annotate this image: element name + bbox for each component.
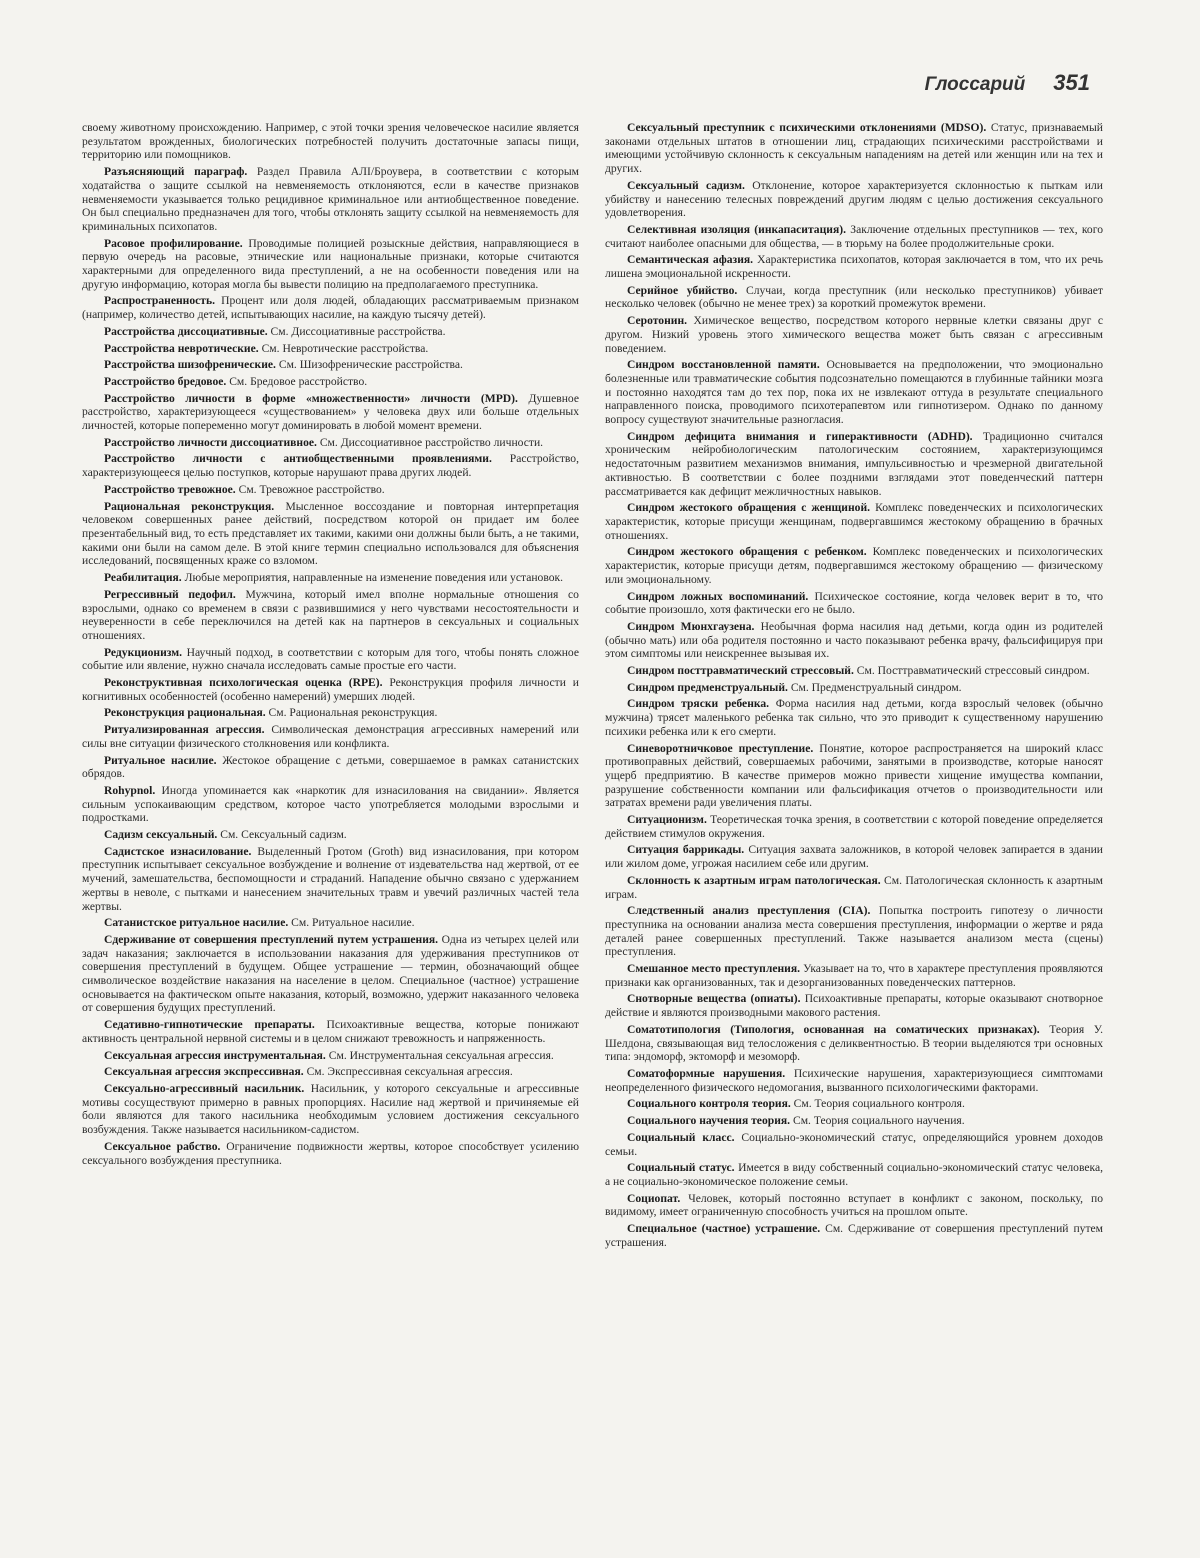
glossary-definition: См. Экспрессивная сексуальная агрессия. [306,1065,513,1079]
glossary-entry [605,121,1103,176]
glossary-term: Сатанистское ритуальное насилие. [104,916,289,930]
glossary-definition: Любые мероприятия, направленные на изменение поведения или установок. [184,571,564,585]
glossary-term: Серийное убийство. [627,283,738,297]
glossary-term: Разъясняющий параграф. [104,165,248,179]
glossary-term: Расстройства диссоциативные. [104,324,268,338]
glossary-term: Ритуализированная агрессия. [104,723,265,737]
glossary-definition: Традиционно считался хроническим нейробиологическим патологическим состоянием, характеризующимся недостаточным развитием механизмов внимания, импульсивностью и чрезмерной двигательной активностью. В соответствии с более поздними взглядами этот поведенческий паттерн рассматривается как дефицит межличностных навыков. [605,429,1103,498]
glossary-definition: См. Невротические расстройства. [261,341,429,355]
glossary-entry [605,843,1103,870]
glossary-entry [605,430,1103,499]
glossary-term: Синдром предменструальный. [627,680,788,694]
glossary-term: Расстройство бредовое. [104,374,227,388]
glossary-term: Реконструкция рациональная. [104,706,266,720]
glossary-definition: Форма насилия над детьми, когда взрослый человек (обычно мужчина) трясет маленького ребенка так сильно, что это приводит к существенному нарушению психики ребенка или к его смерти. [605,697,1103,738]
glossary-definition: Расстройство, характеризующееся целью поступков, которые нарушают права других людей. [82,452,579,480]
glossary-definition: Проводимые полицией розыскные действия, направляющиеся в первую очередь на расовые, этнические или национальные признаки, которые считаются характерными для определенного вида преступлений, а не на особенности поведения или на другую информацию, которая могла бы вывести полицию на предполагаемого преступника. [82,236,579,291]
glossary-entry [82,1140,579,1167]
glossary-definition: Основывается на предположении, что эмоционально болезненные или травматические события подсознательно помещаются в глубинные тайники мозга и постоянно находятся там до тех пор, пока их не извлекают оттуда в результате специального направленного поиска, проводимого психотерапевтом или гипнотизером. Однако по данному вопросу существуют значительные разногласия. [605,358,1103,427]
glossary-definition: Ситуация захвата заложников, в которой человек запирается в здании или жилом доме, угрожая насилием себе или другим. [605,843,1103,871]
glossary-definition: Мужчина, который имел вполне нормальные отношения со взрослыми, однако со временем в связи с развившимися у него чувствами несостоятельности и неуверенности в себе переключился на детей как на партнеров в сексуальных и социальных отношениях. [82,587,579,642]
glossary-definition: Характеристика психопатов, которая заключается в том, что их речь лишена эмоциональной искренности. [605,253,1103,281]
glossary-entry [605,681,1103,695]
glossary-term: Седативно-гипнотические препараты. [104,1018,315,1032]
glossary-entry [82,392,579,433]
glossary-definition: Жестокое обращение с детьми, совершаемое в рамках сатанистских обрядов. [82,753,579,781]
glossary-entry [82,588,579,643]
glossary-term: Синдром тряски ребенка. [627,697,770,711]
glossary-term: Синдром ложных воспоминаний. [627,589,809,603]
running-head-title: Глоссарий [924,74,1026,95]
glossary-term: Следственный анализ преступления (CIA). [627,904,871,918]
glossary-entry [82,706,579,720]
glossary-definition: Теория У. Шелдона, связывающая вид телосложения с деликвентностью. В теории выделяются три основных типа: эндоморф, эктоморф и мезоморф. [605,1022,1103,1064]
glossary-term: Расстройство тревожное. [104,482,236,496]
glossary-definition: См. Ритуальное насилие. [291,916,415,930]
glossary-term: Расстройства шизофренические. [104,358,276,372]
glossary-term: Садистское изнасилование. [104,844,252,858]
glossary-definition: своему животному происхождению. Например, с этой точки зрения человеческое насилие является результатом врожденных, биологических потребностей получить достаточные запасы пищи, территорию или помощников. [82,121,579,162]
glossary-definition: Попытка построить гипотезу о личности преступника на основании анализа места совершения преступления, информации о жертве и ряда деталей ранее совершенных преступлений. Также называется анализом места (сцены) преступления. [605,904,1103,959]
glossary-definition: См. Тревожное расстройство. [238,482,385,496]
glossary-entry [82,916,579,930]
glossary-definition: Комплекс поведенческих и психологических характеристик, которые присущи женщинам, подвергавшимся жестокому обращению в брачных отношениях. [605,501,1103,542]
glossary-entry [605,962,1103,989]
glossary-entry [605,874,1103,901]
glossary-entry [605,1192,1103,1219]
glossary-entry [605,904,1103,959]
glossary-entry [605,992,1103,1019]
glossary-entry [82,436,579,450]
glossary-term: Серотонин. [627,314,688,328]
glossary-entry [605,1131,1103,1158]
glossary-column-right [605,121,1103,1518]
glossary-entry [82,646,579,673]
glossary-definition: Необычная форма насилия над детьми, когда один из родителей (обычно мать) или оба родителя постоянно и часто показывают ребенка врачу, фальсифицируя при этом симптомы или неискреннее вызывая их. [605,619,1103,661]
glossary-entry [605,1161,1103,1188]
glossary-entry [82,237,579,292]
glossary-definition: Заключение отдельных преступников — тех, кого считают наиболее опасными для общества, — в тюрьму на более продолжительные сроки. [605,222,1103,250]
glossary-definition: См. Посттравматический стрессовый синдром. [856,664,1090,678]
glossary-column-left [82,121,579,1518]
glossary-definition: Выделенный Гротом (Groth) вид изнасилования, при котором преступник испытывает сексуальное возбуждение и волнение от издевательства над жертвой, от ее мучений, замешательства, беспомощности и страданий. Нападение обычно связано с удержанием жертвы в неволе, с пытками и нанесением значительных травм и увечий различных частей тела жертвы. [82,844,579,913]
glossary-definition: См. Теория социального научения. [792,1114,965,1128]
glossary-definition: См. Инструментальная сексуальная агрессия. [328,1048,554,1062]
glossary-entry [605,1067,1103,1094]
glossary-entry [82,325,579,339]
glossary-term: Сексуальный садизм. [627,178,745,192]
glossary-entry [605,545,1103,586]
glossary-entry [82,723,579,750]
glossary-term: Склонность к азартным играм патологическая. [627,873,881,887]
glossary-term: Синдром дефицита внимания и гиперактивности (ADHD). [627,429,973,443]
glossary-entry [82,754,579,781]
glossary-definition: Символическая демонстрация агрессивных намерений или силы вне ситуации физического столкновения или конфликта. [82,723,579,750]
glossary-term: Садизм сексуальный. [104,828,218,842]
glossary-definition: Человек, который постоянно вступает в конфликт с законом, поскольку, по видимому, имеет ограниченную способность учиться на прошлом опыте. [605,1191,1103,1219]
page-header [925,70,1090,96]
glossary-term: Расстройство личности в форме «множественности» личности (MPD). [104,391,518,405]
glossary-term: Регрессивный педофил. [104,587,236,601]
glossary-definition: Химическое вещество, посредством которого нервные клетки связаны друг с другом. Низкий уровень этого химического вещества может быть связан с агрессивным поведением. [605,314,1103,355]
glossary-definition: Указывает на то, что в характере преступления проявляются признаки как организованных, так и дезорганизованных поведенческих паттернов. [605,962,1103,989]
glossary-term: Редукционизм. [104,645,183,659]
glossary-definition: Теоретическая точка зрения, в соответствии с которой поведение определяется действием стимулов окружения. [605,813,1103,840]
glossary-term: Сексуальная агрессия инструментальная. [104,1048,326,1062]
glossary-entry [605,697,1103,738]
glossary-entry [605,179,1103,220]
glossary-entry [605,664,1103,678]
glossary-term: Реабилитация. [104,571,182,585]
glossary-entry [82,1082,579,1137]
glossary-entry [82,121,579,162]
glossary-term: Rohypnol. [104,783,156,797]
glossary-entry [82,933,579,1015]
glossary-definition: Процент или доля людей, обладающих рассматриваемым признаком (например, количество детей, испытывающих насилие, на каждую тысячу детей). [82,294,579,322]
glossary-definition: Отклонение, которое характеризуется склонностью к пыткам или убийству и нанесению телесных повреждений другим людям с целью достижения сексуального удовлетворения. [605,178,1103,220]
glossary-term: Сексуальное рабство. [104,1139,221,1153]
glossary-entry [605,1222,1103,1249]
glossary-definition: Одна из четырех целей или задач наказания; заключается в использовании наказания для удерживания преступников от совершения преступлений в будущем. Общее устрашение — термин, обозначающий общее символическое воздействие наказания на население в целом. Специальное (частное) устрашение основывается на фактическом опыте наказания, который, возможно, удержит наказанного человека от совершения будущих преступлений. [82,932,579,1015]
glossary-entry [82,845,579,914]
glossary-term: Сдерживание от совершения преступлений путем устрашения. [104,932,439,946]
glossary-term: Соматотипология (Типология, основанная на соматических признаках). [627,1022,1040,1036]
glossary-definition: Случаи, когда преступник (или несколько преступников) убивает несколько человек (обычно не менее трех) за короткий промежуток времени. [605,283,1103,311]
glossary-term: Селективная изоляция (инкапаситация). [627,222,846,236]
glossary-entry [82,676,579,703]
glossary-term: Сексуально-агрессивный насильник. [104,1082,305,1095]
glossary-term: Семантическая афазия. [627,253,754,267]
glossary-term: Социальный статус. [627,1161,735,1175]
glossary-definition: Имеется в виду собственный социально-экономический статус человека, а не социально-экономическое положение семьи. [605,1161,1103,1188]
glossary-term: Синеворотничковое преступление. [627,741,814,755]
glossary-entry [605,813,1103,840]
glossary-definition: Понятие, которое распространяется на широкий класс противоправных действий, совершаемых рабочими, занятыми в производстве, которые наносят ущерб предприятию. В качестве примеров можно привести хищение имущества компании, разрушение собственности компании или фальсификация отчетов о производительности или затратах времени ради увеличения платы. [605,741,1103,810]
glossary-entry [82,1065,579,1079]
glossary-entry [605,590,1103,617]
glossary-term: Синдром посттравматический стрессовый. [627,664,854,678]
page-number: 351 [1053,70,1090,95]
glossary-term: Смешанное место преступления. [627,962,801,976]
glossary-entry [82,342,579,356]
glossary-entry [82,165,579,234]
glossary-term: Соматоформные нарушения. [627,1067,786,1080]
glossary-term: Социального контроля теория. [627,1097,791,1111]
glossary-definition: Социально-экономический статус, определяющийся уровнем доходов семьи. [605,1130,1103,1158]
glossary-entry [605,501,1103,542]
glossary-term: Синдром жестокого обращения с ребенком. [627,545,867,559]
glossary-definition: См. Диссоциативное расстройство личности. [319,435,544,449]
glossary-entry [82,828,579,842]
glossary-term: Расстройства невротические. [104,341,259,355]
glossary-definition: Психоактивные вещества, которые понижают активность центральной нервной системы и в целом снижают тревожность и напряженность. [82,1018,579,1045]
glossary-entry [82,452,579,479]
glossary-entry [82,1049,579,1063]
glossary-entry [82,1018,579,1045]
glossary-term: Специальное (частное) устрашение. [627,1222,821,1236]
glossary-entry [82,294,579,321]
glossary-term: Реконструктивная психологическая оценка (RPE). [104,676,383,690]
glossary-term: Синдром восстановленной памяти. [627,358,820,372]
glossary-definition: Раздел Правила АЛІ/Броувера, в соответствии с которым ходатайства о защите ссылкой на невменяемость отклоняются, если в качестве признаков невменяемости указывается только рецидивное криминальное или антиобщественное поведение. Он был специально предназначен для того, чтобы отклонять защиту ссылкой на невменяемость для криминальных психопатов. [82,165,579,233]
glossary-definition: Душевное расстройство, характеризующееся «существованием» у человека двух или больше отдельных личностей, которые попеременно могут доминировать в любой момент времени. [82,391,579,433]
glossary-definition: См. Сексуальный садизм. [220,828,347,842]
glossary-term: Ситуационизм. [627,813,707,827]
glossary-term: Социального научения теория. [627,1114,791,1128]
glossary-definition: См. Предменструальный синдром. [790,680,962,694]
glossary-definition: Иногда упоминается как «наркотик для изнасилования на свидании». Является сильным успокаивающим средством, которое часто употребляется молодыми взрослыми и подростками. [82,783,579,825]
glossary-definition: Комплекс поведенческих и психологических характеристик, которые присущи детям, подвергавшимся жестокому обращению — физическому или эмоциональному. [605,545,1103,586]
glossary-definition: Насильник, у которого сексуальные и агрессивные мотивы сосуществуют примерно в равных пропорциях. Насилие над жертвой и причиняемые ей боли являются для такого насильника необходимым условием достижения сексуального возбуждения. Также называется насильником-садистом. [82,1082,579,1137]
glossary-entry [605,620,1103,661]
glossary-definition: См. Рациональная реконструкция. [268,706,438,720]
glossary-entry [82,375,579,389]
glossary-definition: Психические нарушения, характеризующиеся симптомами неопределенного физического недомогания, вызванного психологическими факторами. [605,1067,1103,1094]
glossary-entry [605,1114,1103,1128]
glossary-definition: См. Бредовое расстройство. [229,374,368,388]
glossary-definition: Психоактивные препараты, которые оказывают снотворное действие и являются производными макового растения. [605,992,1103,1020]
glossary-term: Синдром жестокого обращения с женщиной. [627,501,871,515]
glossary-definition: Статус, признаваемый законами отдельных штатов в отношении лиц, страдающих психическими расстройствами и имеющими устойчивую склонность к сексуальным нападениям на детей или женщин или на тех и других. [605,121,1103,176]
glossary-entry [605,358,1103,427]
glossary-definition: См. Патологическая склонность к азартным играм. [605,873,1103,901]
glossary-definition: Мысленное воссоздание и повторная интерпретация человеком совершенных ранее действий, посредством которой он придает им более презентабельный вид, то есть представляет их такими, какими они должны были быть, а не такими, какими они были на самом деле. В этой книге термин специально использовался для объяснения исследований, посвященных краже со взломом. [82,499,579,568]
glossary-entry [605,253,1103,280]
glossary-entry [605,284,1103,311]
glossary-definition: См. Диссоциативные расстройства. [270,324,446,338]
glossary-entry [605,314,1103,355]
glossary-term: Ситуация баррикады. [627,843,745,857]
glossary-term: Расстройство личности с антиобщественными проявлениями. [104,452,492,466]
glossary-term: Расовое профилирование. [104,236,243,250]
glossary-entry [82,358,579,372]
glossary-entry [82,500,579,569]
glossary-entry [82,571,579,585]
glossary-definition: Научный подход, в соответствии с которым для того, чтобы понять сложное событие или явление, нужно сначала исследовать самые простые его части. [82,645,579,673]
glossary-term: Расстройство личности диссоциативное. [104,435,317,449]
glossary-term: Сексуальная агрессия экспрессивная. [104,1065,304,1079]
glossary-entry [605,742,1103,811]
glossary-entry [605,223,1103,250]
glossary-term: Социальный класс. [627,1130,735,1144]
glossary-term: Социопат. [627,1191,681,1205]
glossary-term: Распространенность. [104,294,216,308]
glossary-entry [82,784,579,825]
glossary-entry [605,1097,1103,1111]
glossary-term: Ритуальное насилие. [104,753,217,767]
glossary-definition: См. Теория социального контроля. [793,1097,965,1111]
glossary-term: Рациональная реконструкция. [104,499,275,513]
glossary-term: Снотворные вещества (опиаты). [627,992,801,1006]
glossary-entry [605,1023,1103,1064]
glossary-definition: См. Шизофренические расстройства. [278,358,463,372]
glossary-term: Синдром Мюнхгаузена. [627,619,755,633]
glossary-definition: См. Сдерживание от совершения преступлений путем устрашения. [605,1222,1103,1249]
glossary-term: Сексуальный преступник с психическими отклонениями (MDSO). [627,121,987,134]
glossary-definition: Реконструкция профиля личности и когнитивных особенностей (особенно намерений) умерших людей. [82,676,579,703]
glossary-entry [82,483,579,497]
glossary-definition: Психическое состояние, когда человек верит в то, что событие произошло, хотя фактически его не было. [605,589,1103,617]
glossary-definition: Ограничение подвижности жертвы, которое способствует усилению сексуального возбуждения преступника. [82,1139,579,1167]
